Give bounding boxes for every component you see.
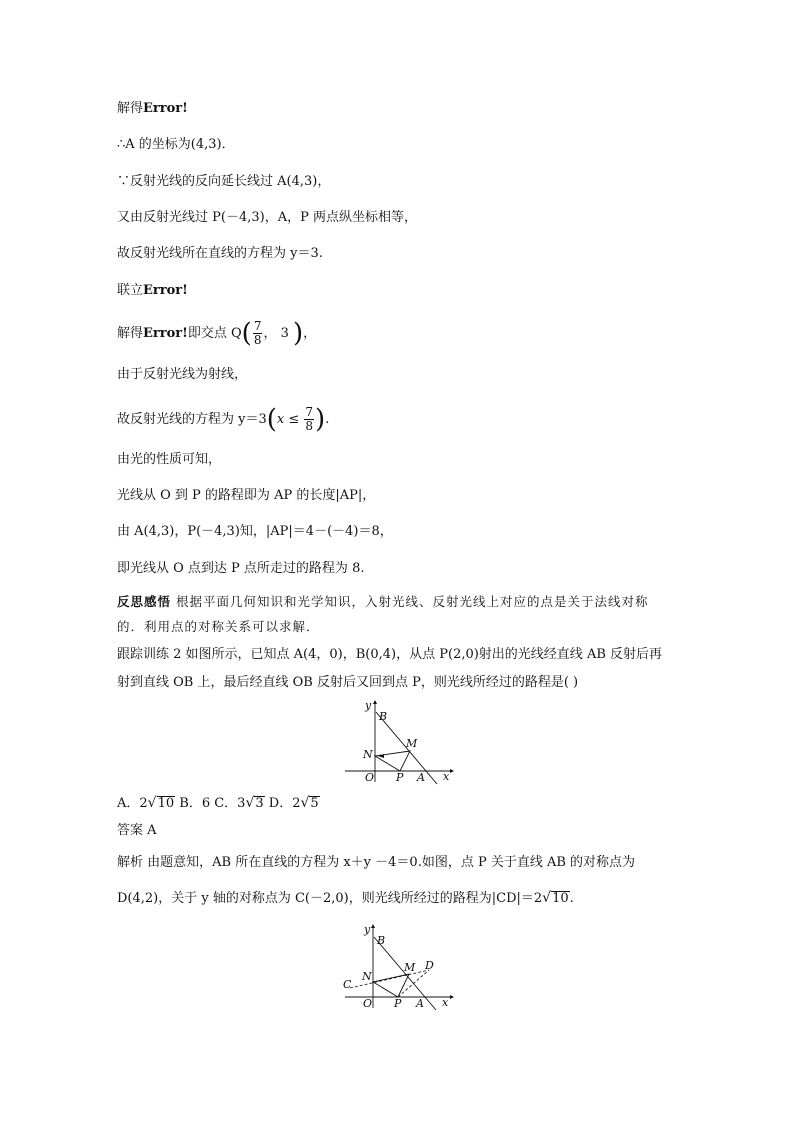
line-reflect-extension: ∵反射光线的反向延长线过 A(4,3)， <box>117 174 331 189</box>
svg-text:N: N <box>362 970 372 983</box>
svg-text:P: P <box>396 771 404 784</box>
line-ray-equation: 故反射光线的方程为 y＝3(x ≤ $\frac{7}{8}$ ). <box>117 404 330 435</box>
question-line-2: 射到直线 OB 上，最后经直线 OB 反射后又回到点 P，则光线所经过的路程是( ) <box>117 675 579 690</box>
svg-text:B: B <box>379 710 388 723</box>
svg-text:D: D <box>425 959 434 972</box>
reflection-note-2: 的．利用点的对称关系可以求解． <box>117 619 320 634</box>
light-path <box>373 974 409 997</box>
line-reflect-equation: 故反射光线所在直线的方程为 y＝3. <box>117 246 323 261</box>
svg-text:x: x <box>442 996 449 1009</box>
svg-text:P: P <box>394 997 402 1010</box>
question-line-1: 跟踪训练 2 如图所示，已知点 A(4，0)，B(0,4)，从点 P(2,0)射出的光线经直线 AB 反射后再 <box>117 647 663 662</box>
answer-line: 答案 A <box>117 823 157 838</box>
svg-text:M: M <box>404 961 416 974</box>
light-path <box>375 751 410 771</box>
svg-text:N: N <box>363 748 373 761</box>
svg-text:O: O <box>363 997 373 1010</box>
solution-line-2: D(4,2)，关于 y 轴的对称点为 C(－2,0)，则光线所经过的路程为|CD|＝2√10. <box>117 890 574 906</box>
svg-text:x: x <box>443 770 450 783</box>
line-a-coord: ∴A 的坐标为(4,3)． <box>117 137 235 152</box>
line-light-property: 由光的性质可知， <box>117 452 222 467</box>
options-line: A．2√10 B．6 C．3√3 D．2√5 <box>117 795 319 811</box>
reflection-label: 反思感悟 <box>117 594 172 609</box>
line-path-result: 即光线从 O 点到达 P 点所走过的路程为 8. <box>117 561 365 576</box>
line-p-point: 又由反射光线过 P(－4,3)，A，P 两点纵坐标相等， <box>117 210 417 225</box>
line-solve-error-1: 解得Error! <box>117 101 188 116</box>
reflection-note: 反思感悟 根据平面几何知识和光学知识，入射光线、反射光线上对应的点是关于法线对称 <box>117 594 649 609</box>
line-intersection-q: 解得Error!即交点 Q( $\frac{7}{8}$ ， 3 )， <box>117 318 317 349</box>
svg-text:y: y <box>365 699 372 712</box>
svg-text:y: y <box>364 923 371 936</box>
svg-text:M: M <box>406 737 418 750</box>
svg-text:A: A <box>416 997 424 1010</box>
svg-text:C: C <box>343 978 352 991</box>
line-ap-length: 由 A(4,3)，P(－4,3)知，|AP|＝4－(－4)＝8， <box>117 524 393 539</box>
figure-2 <box>340 922 455 1012</box>
line-combine-error: 联立Error! <box>117 283 188 298</box>
svg-text:B: B <box>377 934 386 947</box>
svg-text:O: O <box>365 771 375 784</box>
line-pd <box>398 970 429 997</box>
svg-text:A: A <box>417 771 425 784</box>
solution-line-1: 解析 由题意知，AB 所在直线的方程为 x＋y －4＝0.如图，点 P 关于直线 AB 的对称点为 <box>117 855 636 870</box>
line-path-ap: 光线从 O 到 P 的路程即为 AP 的长度|AP|， <box>117 488 376 503</box>
line-ray: 由于反射光线为射线， <box>117 367 248 382</box>
figure-1 <box>340 700 455 785</box>
